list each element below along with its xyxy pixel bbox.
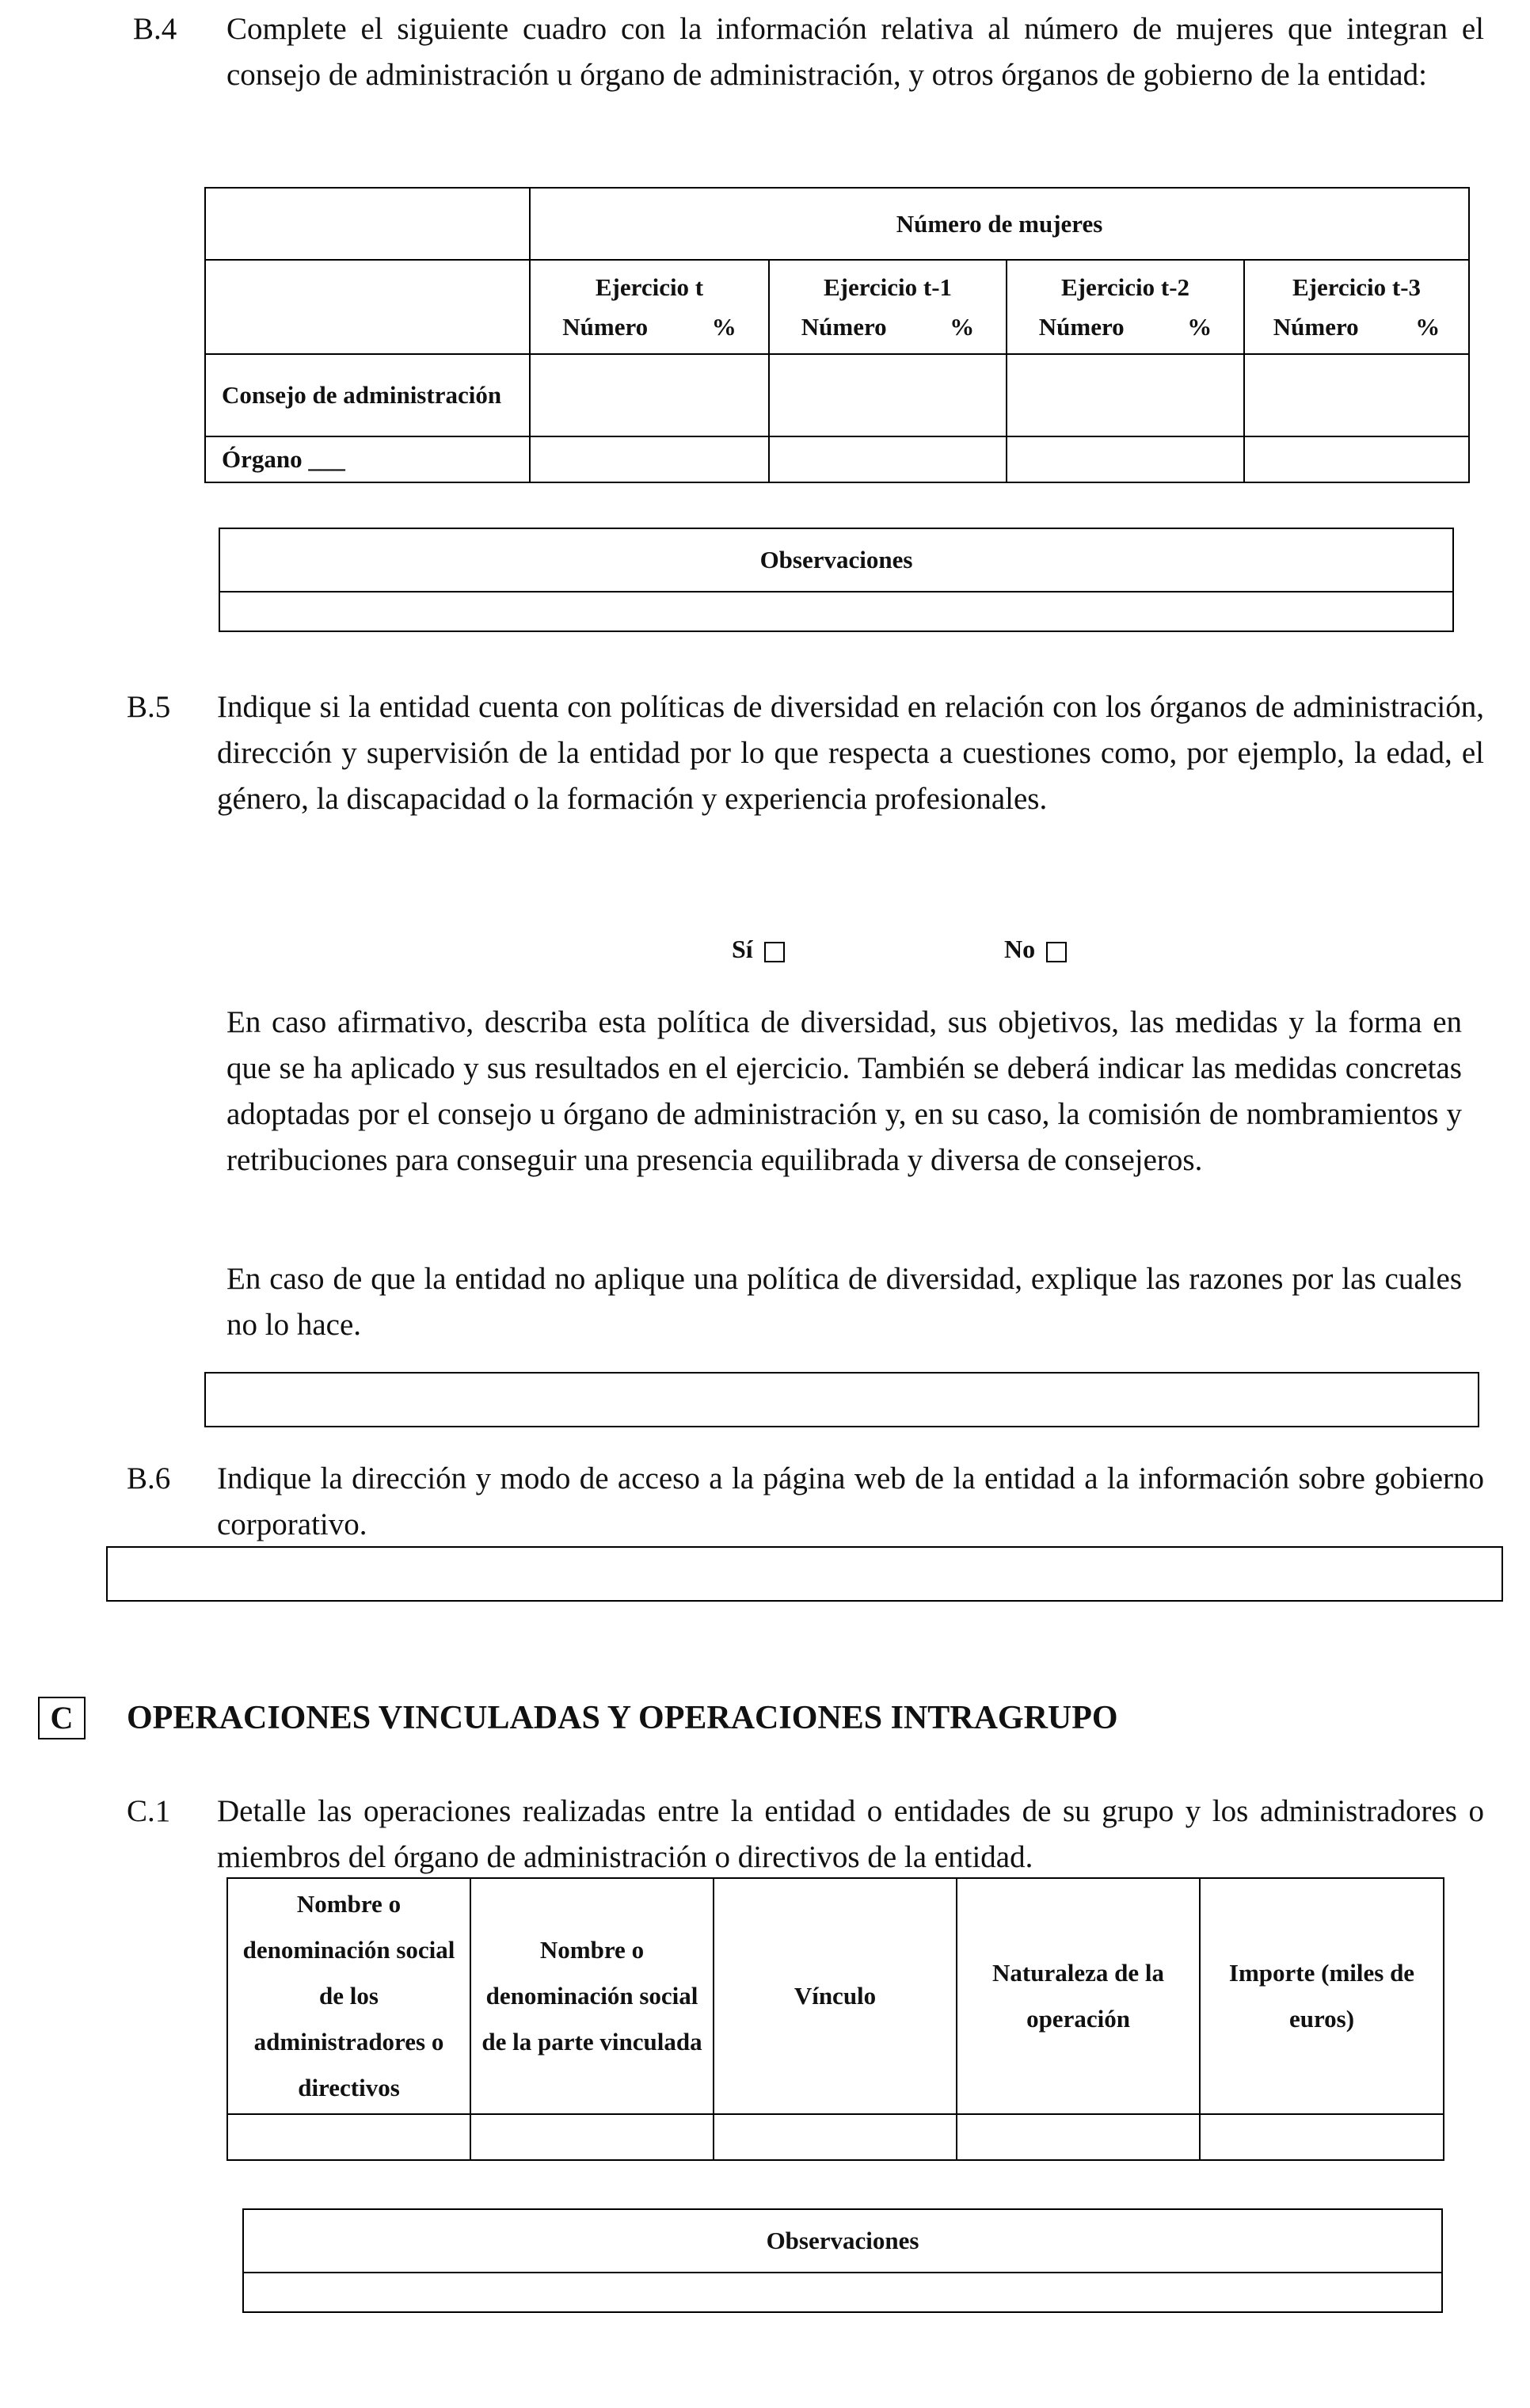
col-header-importe: Importe (miles de euros) — [1200, 1878, 1444, 2114]
option-si[interactable] — [732, 933, 785, 965]
table-cell[interactable] — [769, 436, 1007, 482]
col-header-administradores: Nombre o denominación social de los administradores o directivos — [227, 1878, 470, 2114]
observaciones-field[interactable] — [243, 2273, 1442, 2312]
col-header-naturaleza: Naturaleza de la operación — [957, 1878, 1200, 2114]
sub-header-numero: Número — [801, 312, 887, 341]
question-number-c1: C.1 — [127, 1794, 171, 1828]
women-board-table — [204, 187, 1470, 483]
row-label-organo: Órgano ___ — [205, 436, 530, 482]
header-numero-mujeres: Número de mujeres — [530, 188, 1469, 260]
table-cell[interactable] — [957, 2114, 1200, 2160]
table-cell[interactable] — [1244, 354, 1469, 436]
period-label: Ejercicio t-1 — [823, 272, 953, 301]
option-si-label: Sí — [732, 935, 753, 963]
table-cell[interactable] — [227, 2114, 470, 2160]
row-label-consejo: Consejo de administración — [205, 354, 530, 436]
question-text-b4: Complete el siguiente cuadro con la información relativa al número de mujeres que integran el consejo de administración u órgano de administración, y otros órganos de gobierno de la entidad: — [226, 12, 1484, 92]
option-no-label: No — [1004, 935, 1036, 963]
observaciones-table-c1 — [242, 2208, 1443, 2313]
b5-paragraph-2: En caso de que la entidad no aplique una política de diversidad, explique las razones por las cuales no lo hace. — [226, 1262, 1462, 1342]
sub-header-percent: % — [1415, 312, 1441, 341]
option-no[interactable] — [1004, 933, 1067, 965]
table-cell[interactable] — [470, 2114, 714, 2160]
b6-answer-box[interactable] — [106, 1546, 1503, 1602]
section-c-title: OPERACIONES VINCULADAS Y OPERACIONES INTRAGRUPO — [127, 1700, 1118, 1736]
b5-answer-box[interactable] — [204, 1372, 1479, 1427]
observaciones-header: Observaciones — [243, 2209, 1442, 2273]
period-label: Ejercicio t-3 — [1292, 272, 1422, 301]
period-column-3 — [1244, 260, 1469, 354]
sub-header-percent: % — [950, 312, 975, 341]
sub-header-numero: Número — [1273, 312, 1359, 341]
table-cell[interactable] — [769, 354, 1007, 436]
question-number-b6: B.6 — [127, 1461, 171, 1495]
observaciones-table-b4 — [219, 528, 1454, 632]
table-cell[interactable] — [1244, 436, 1469, 482]
period-column-0 — [530, 260, 769, 354]
table-corner-cell-2 — [205, 260, 530, 354]
table-cell[interactable] — [1007, 436, 1244, 482]
observaciones-header: Observaciones — [219, 528, 1453, 592]
section-c-letter: C — [38, 1697, 86, 1739]
period-column-1 — [769, 260, 1007, 354]
checkbox-si[interactable] — [764, 942, 785, 962]
period-label: Ejercicio t-2 — [1060, 272, 1190, 301]
table-cell[interactable] — [714, 2114, 957, 2160]
period-label: Ejercicio t — [595, 272, 704, 301]
question-text-b6: Indique la dirección y modo de acceso a la página web de la entidad a la información sobre gobierno corporativo. — [217, 1461, 1484, 1541]
table-cell[interactable] — [1007, 354, 1244, 436]
observaciones-field[interactable] — [219, 592, 1453, 631]
question-text-b5: Indique si la entidad cuenta con políticas de diversidad en relación con los órganos de administración, dirección y supervisión de la entidad por lo que respecta a cuestiones como, por ejemplo, la edad, el género, la discapacidad o la formación y experiencia profesionales. — [217, 690, 1484, 816]
b5-paragraph-1: En caso afirmativo, describa esta política de diversidad, sus objetivos, las medidas y la forma en que se ha aplicado y sus resultados en el ejercicio. También se deberá indicar las medidas concretas adoptadas por el consejo u órgano de administración y, en su caso, la comisión de nombramientos y retribuciones para conseguir una presencia equilibrada y diversa de consejeros. — [226, 1005, 1462, 1177]
operaciones-table — [226, 1877, 1444, 2161]
sub-header-numero: Número — [1038, 312, 1125, 341]
col-header-vinculo: Vínculo — [714, 1878, 957, 2114]
col-header-parte-vinculada: Nombre o denominación social de la parte vinculada — [470, 1878, 714, 2114]
question-text-c1: Detalle las operaciones realizadas entre la entidad o entidades de su grupo y los administradores o miembros del órgano de administración o directivos de la entidad. — [217, 1794, 1484, 1874]
checkbox-no[interactable] — [1046, 942, 1067, 962]
sub-header-percent: % — [711, 312, 736, 341]
table-corner-cell — [205, 188, 530, 260]
question-number-b5: B.5 — [127, 690, 171, 724]
question-number-b4: B.4 — [133, 12, 177, 46]
period-column-2 — [1007, 260, 1244, 354]
table-cell[interactable] — [530, 436, 769, 482]
sub-header-numero: Número — [562, 312, 649, 341]
table-cell[interactable] — [530, 354, 769, 436]
table-cell[interactable] — [1200, 2114, 1444, 2160]
sub-header-percent: % — [1187, 312, 1212, 341]
